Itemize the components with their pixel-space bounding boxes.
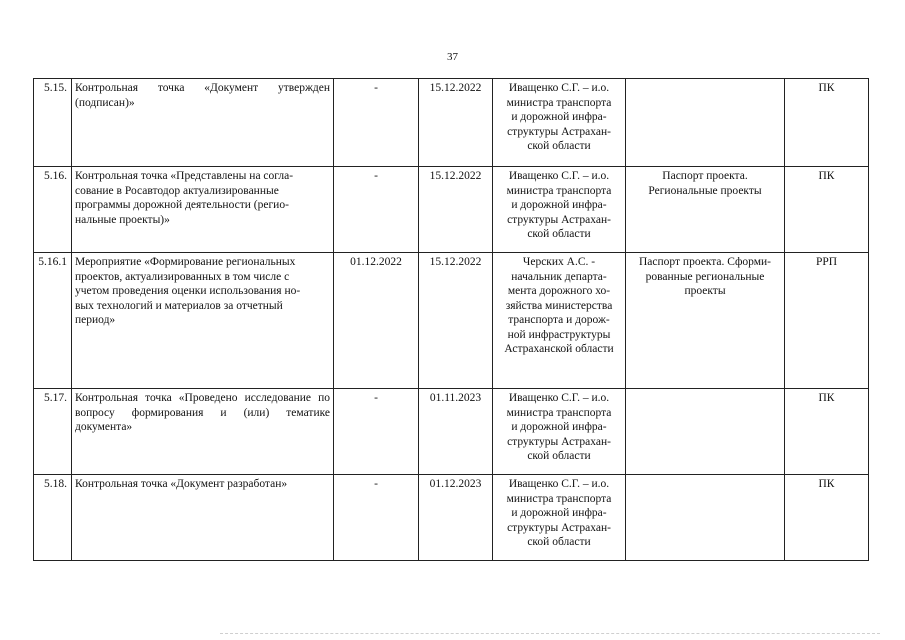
row-result: Паспорт проекта. Сформи- рованные региональные проекты [626,253,785,389]
row-number: 5.15. [34,79,72,167]
row-level: ПК [785,389,869,475]
row-number: 5.18. [34,475,72,561]
row-level: РРП [785,253,869,389]
row-number: 5.17. [34,389,72,475]
plan-table [33,78,869,561]
row-result [626,389,785,475]
row-end-date: 15.12.2022 [419,253,493,389]
row-end-date: 15.12.2022 [419,79,493,167]
table-row [34,475,869,561]
row-level: ПК [785,475,869,561]
row-responsible: Иващенко С.Г. – и.о. министра транспорта и дорожной инфра- структуры Астрахан- ской области [493,79,626,167]
row-start-date: - [334,389,419,475]
table-row [34,167,869,253]
row-number: 5.16. [34,167,72,253]
row-result: Паспорт проекта. Региональные проекты [626,167,785,253]
row-name: Контрольная точка «Документ утвержден (подписан)» [72,79,334,167]
table-row [34,389,869,475]
row-responsible: Иващенко С.Г. – и.о. министра транспорта и дорожной инфра- структуры Астрахан- ской области [493,389,626,475]
row-start-date: - [334,79,419,167]
page-number: 37 [447,51,458,63]
row-result [626,475,785,561]
row-responsible: Черских А.С. - начальник департа- мента дорожного хо- зяйства министерства транспорта и дорож- ной инфраструктуры Астраханской области [493,253,626,389]
row-end-date: 15.12.2022 [419,167,493,253]
row-name: Мероприятие «Формирование региональных проектов, актуализированных в том числе с учетом проведения оценки использования но- вых технологий и материалов за отчетный период» [72,253,334,389]
row-start-date: 01.12.2022 [334,253,419,389]
row-level: ПК [785,167,869,253]
row-result [626,79,785,167]
row-end-date: 01.11.2023 [419,389,493,475]
row-number: 5.16.1 [34,253,72,389]
row-name: Контрольная точка «Документ разработан» [72,475,334,561]
plan-table-body [34,79,869,561]
table-row [34,253,869,389]
table-row [34,79,869,167]
row-name: Контрольная точка «Проведено исследование по вопросу формирования и (или) тематике документа» [72,389,334,475]
scan-artifact [220,633,880,637]
row-end-date: 01.12.2023 [419,475,493,561]
row-name: Контрольная точка «Представлены на согла- сование в Росавтодор актуализированные программы дорожной деятельности (регио- нальные проекты)» [72,167,334,253]
row-start-date: - [334,167,419,253]
row-responsible: Иващенко С.Г. – и.о. министра транспорта и дорожной инфра- структуры Астрахан- ской области [493,167,626,253]
row-start-date: - [334,475,419,561]
row-responsible: Иващенко С.Г. – и.о. министра транспорта и дорожной инфра- структуры Астрахан- ской области [493,475,626,561]
row-level: ПК [785,79,869,167]
